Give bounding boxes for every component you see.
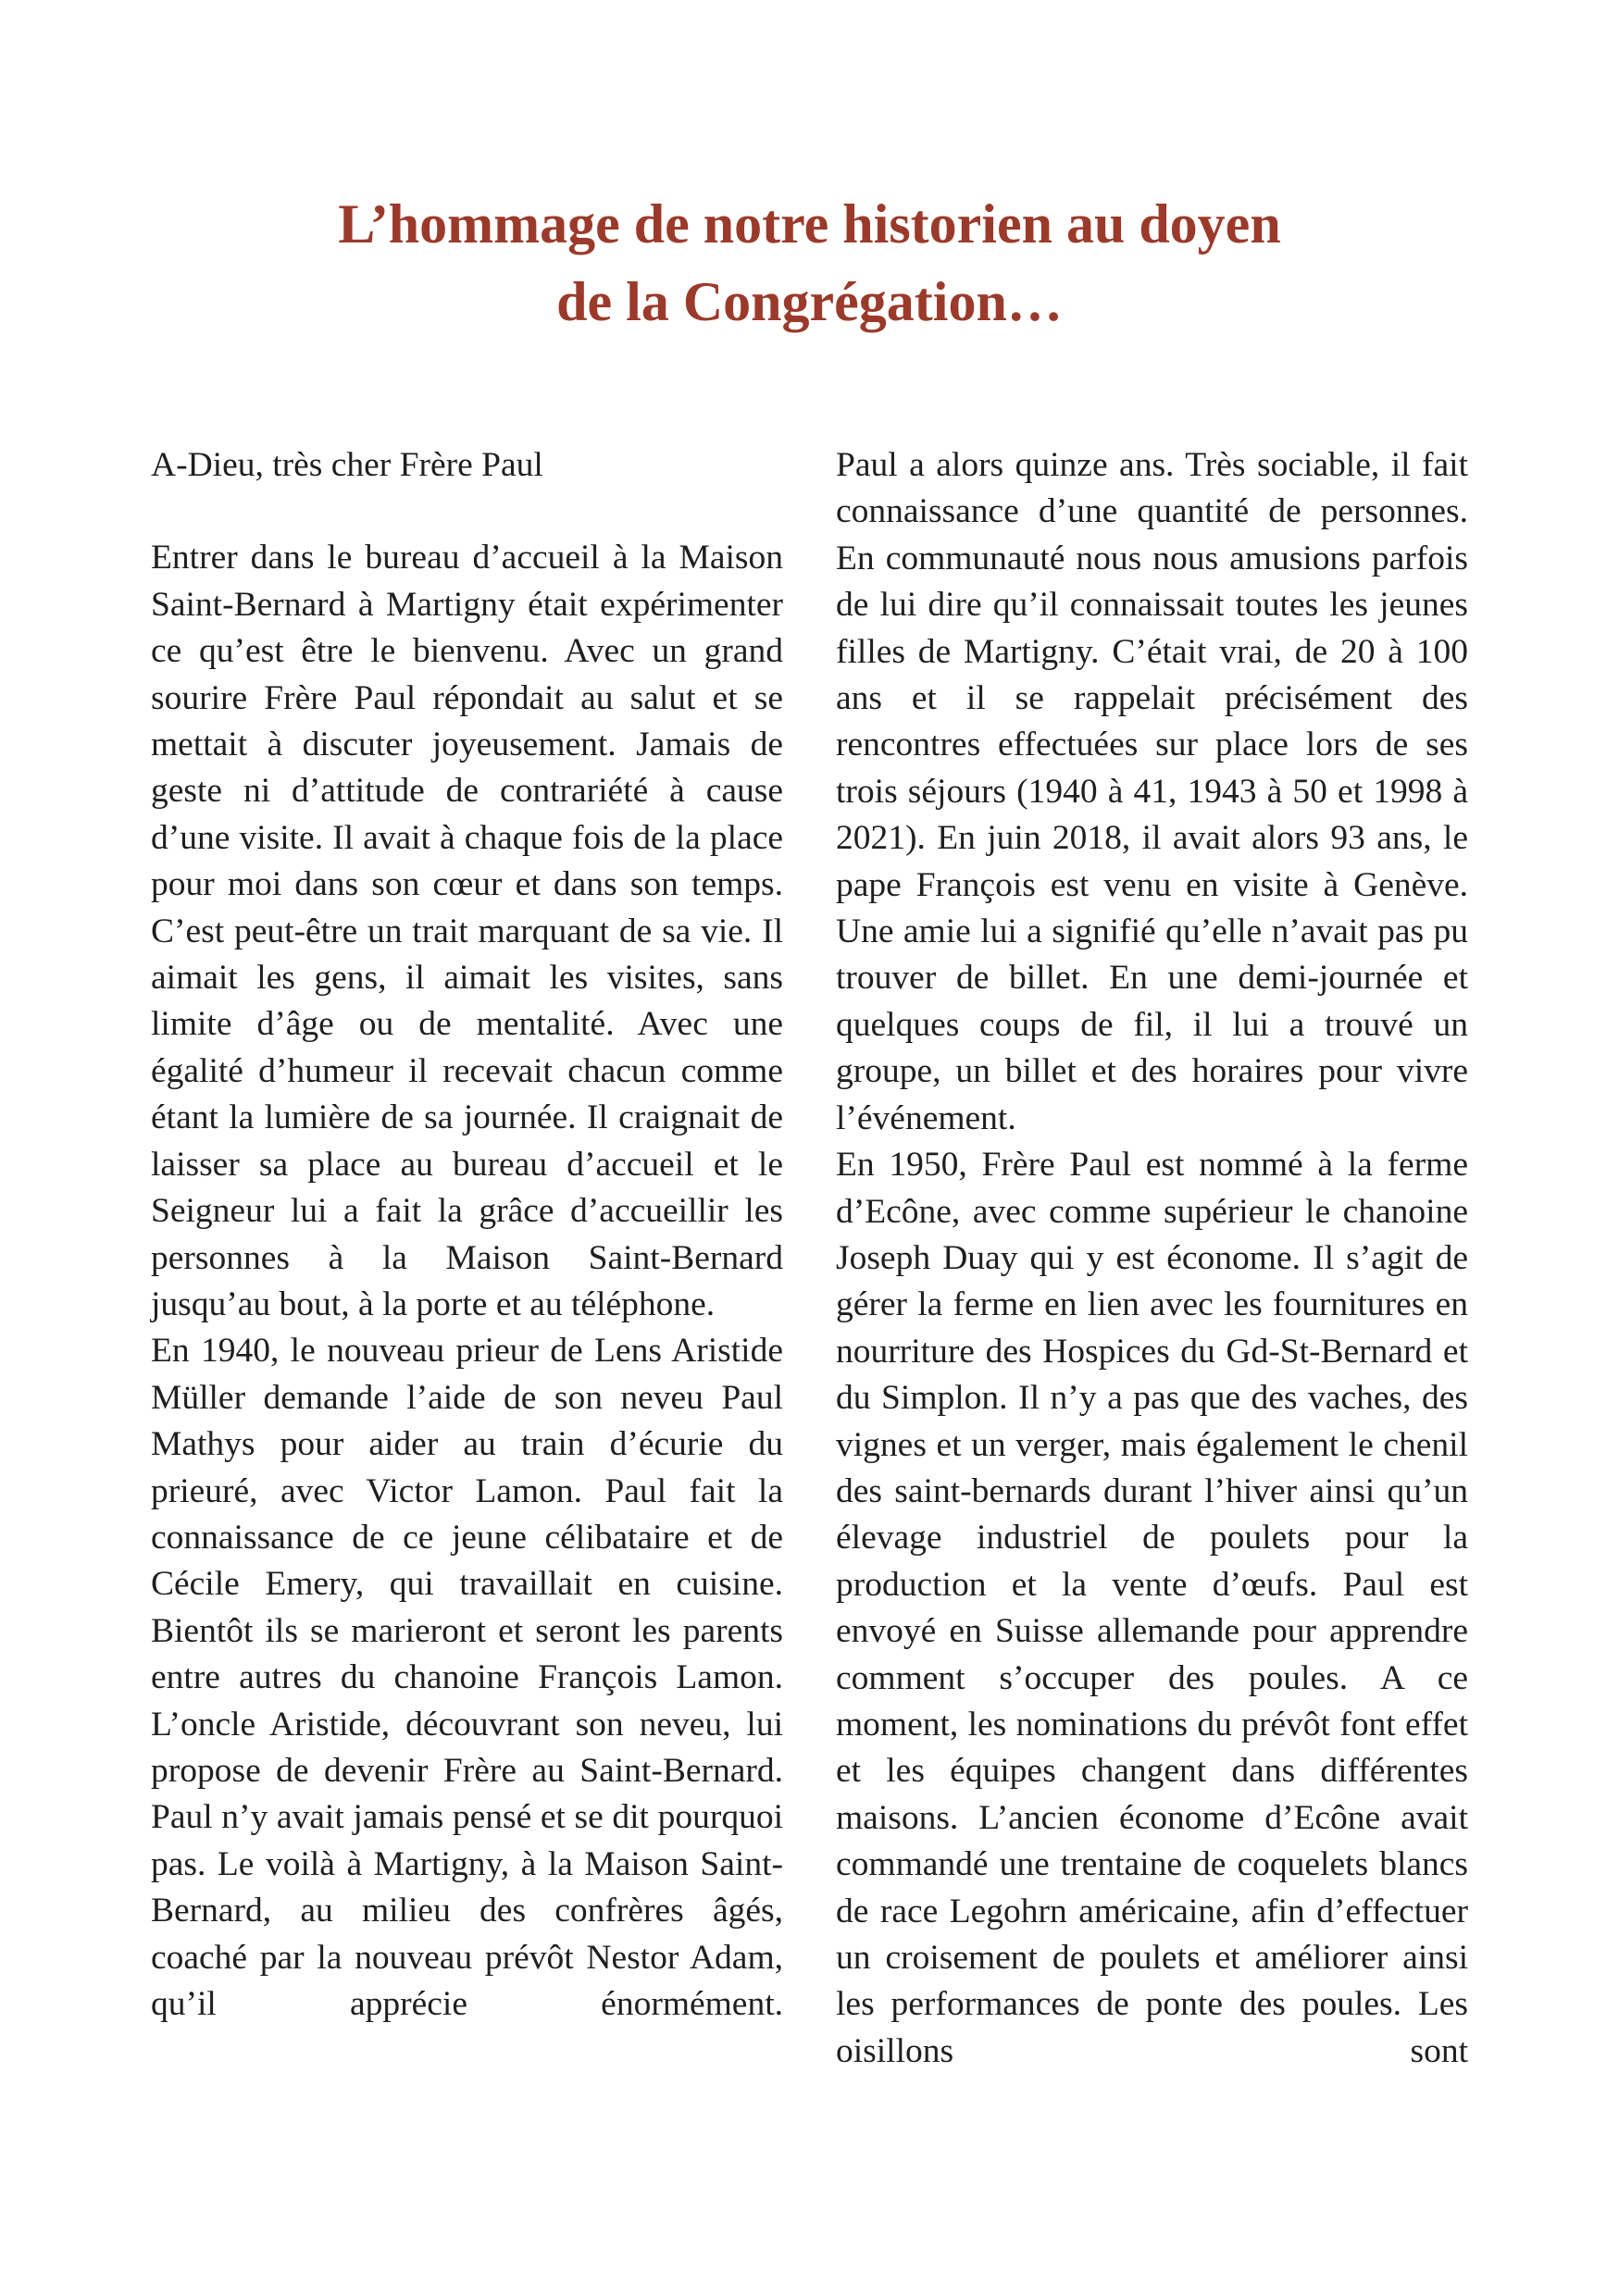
paragraph-fifteen-years: Paul a alors quinze ans. Très sociable, il fait connaissance d’une quantité de personnes. En communauté nous nous amusions parfois de lui dire qu’il connaissait toutes les jeunes filles de Martigny. C’était vrai, de 20 à 100 ans et il se rappelait précisément des rencontres effectuées sur place lors de ses trois séjours (1940 à 41, 1943 à 50 et 1998 à 2021). En juin 2018, il avait alors 93 ans, le pape François est venu en visite à Genève. Une amie lui a signifié qu’elle n’avait pas pu trouver de billet. En une demi-journée et quelques coups de fil, il lui a trouvé un groupe, un billet et des horaires pour vivre l’événement.	[836, 446, 1468, 1137]
paragraph-1950: En 1950, Frère Paul est nommé à la ferme d’Ecône, avec comme supérieur le chanoine Joseph Duay qui y est économe. Il s’agit de gérer la ferme en lien avec les fournitures en nourriture des Hospices du Gd-St-Bernard et du Simplon. Il n’y a pas que des vaches, des vignes et un verger, mais également le chenil des saint-bernards durant l’hiver ainsi qu’un élevage industriel de poulets pour la production et la vente d’œufs. Paul est envoyé en Suisse allemande pour apprendre comment s’occuper des poules. A ce moment, les nominations du prévôt font effet et les équipes changent dans différentes maisons. L’ancien économe d’Ecône avait commandé une trentaine de coquelets blancs de race Legohrn américaine, afin d’effectuer un croisement de poulets et améliorer ainsi les performances de ponte des poules. Les oisillons sont	[836, 1146, 1468, 2070]
article-title-line-2: de la Congrégation…	[556, 271, 1063, 332]
article-title	[0, 185, 1619, 341]
paragraph-1940: En 1940, le nouveau prieur de Lens Aristide Müller demande l’aide de son neveu Paul Mathys pour aider au train d’écurie du prieuré, avec Victor Lamon. Paul fait la connaissance de ce jeune célibataire et de Cécile Emery, qui travaillait en cuisine. Bientôt ils se marieront et seront les parents entre autres du chanoine François Lamon. L’oncle Aristide, découvrant son neveu, lui propose de devenir Frère au Saint-Bernard. Paul n’y avait jamais pensé et se dit pourquoi pas. Le voilà à Martigny, à la Maison Saint-Bernard, au milieu des confrères âgés, coaché par la nouveau prévôt Nestor Adam, qu’il apprécie énormément.	[151, 1332, 783, 2023]
article-subheading: A-Dieu, très cher Frère Paul	[151, 446, 543, 484]
left-column	[151, 442, 783, 2028]
article-title-line-1: L’hommage de notre historien au doyen	[338, 193, 1281, 254]
paragraph-welcome: Entrer dans le bureau d’accueil à la Maison Saint-Bernard à Martigny était expérimenter ce qu’est être le bienvenu. Avec un grand sourire Frère Paul répondait au salut et se mettait à discuter joyeusement. Jamais de geste ni d’attitude de contrariété à cause d’une visite. Il avait à chaque fois de la place pour moi dans son cœur et dans son temps. C’est peut-être un trait marquant de sa vie. Il aimait les gens, il aimait les visites, sans limite d’âge ou de mentalité. Avec une égalité d’humeur il recevait chacun comme étant la lumière de sa journée. Il craignait de laisser sa place au bureau d’accueil et le Seigneur lui a fait la grâce d’accueillir les personnes à la Maison Saint-Bernard jusqu’au bout, à la porte et au téléphone.	[151, 539, 783, 1323]
right-column	[836, 442, 1468, 2075]
